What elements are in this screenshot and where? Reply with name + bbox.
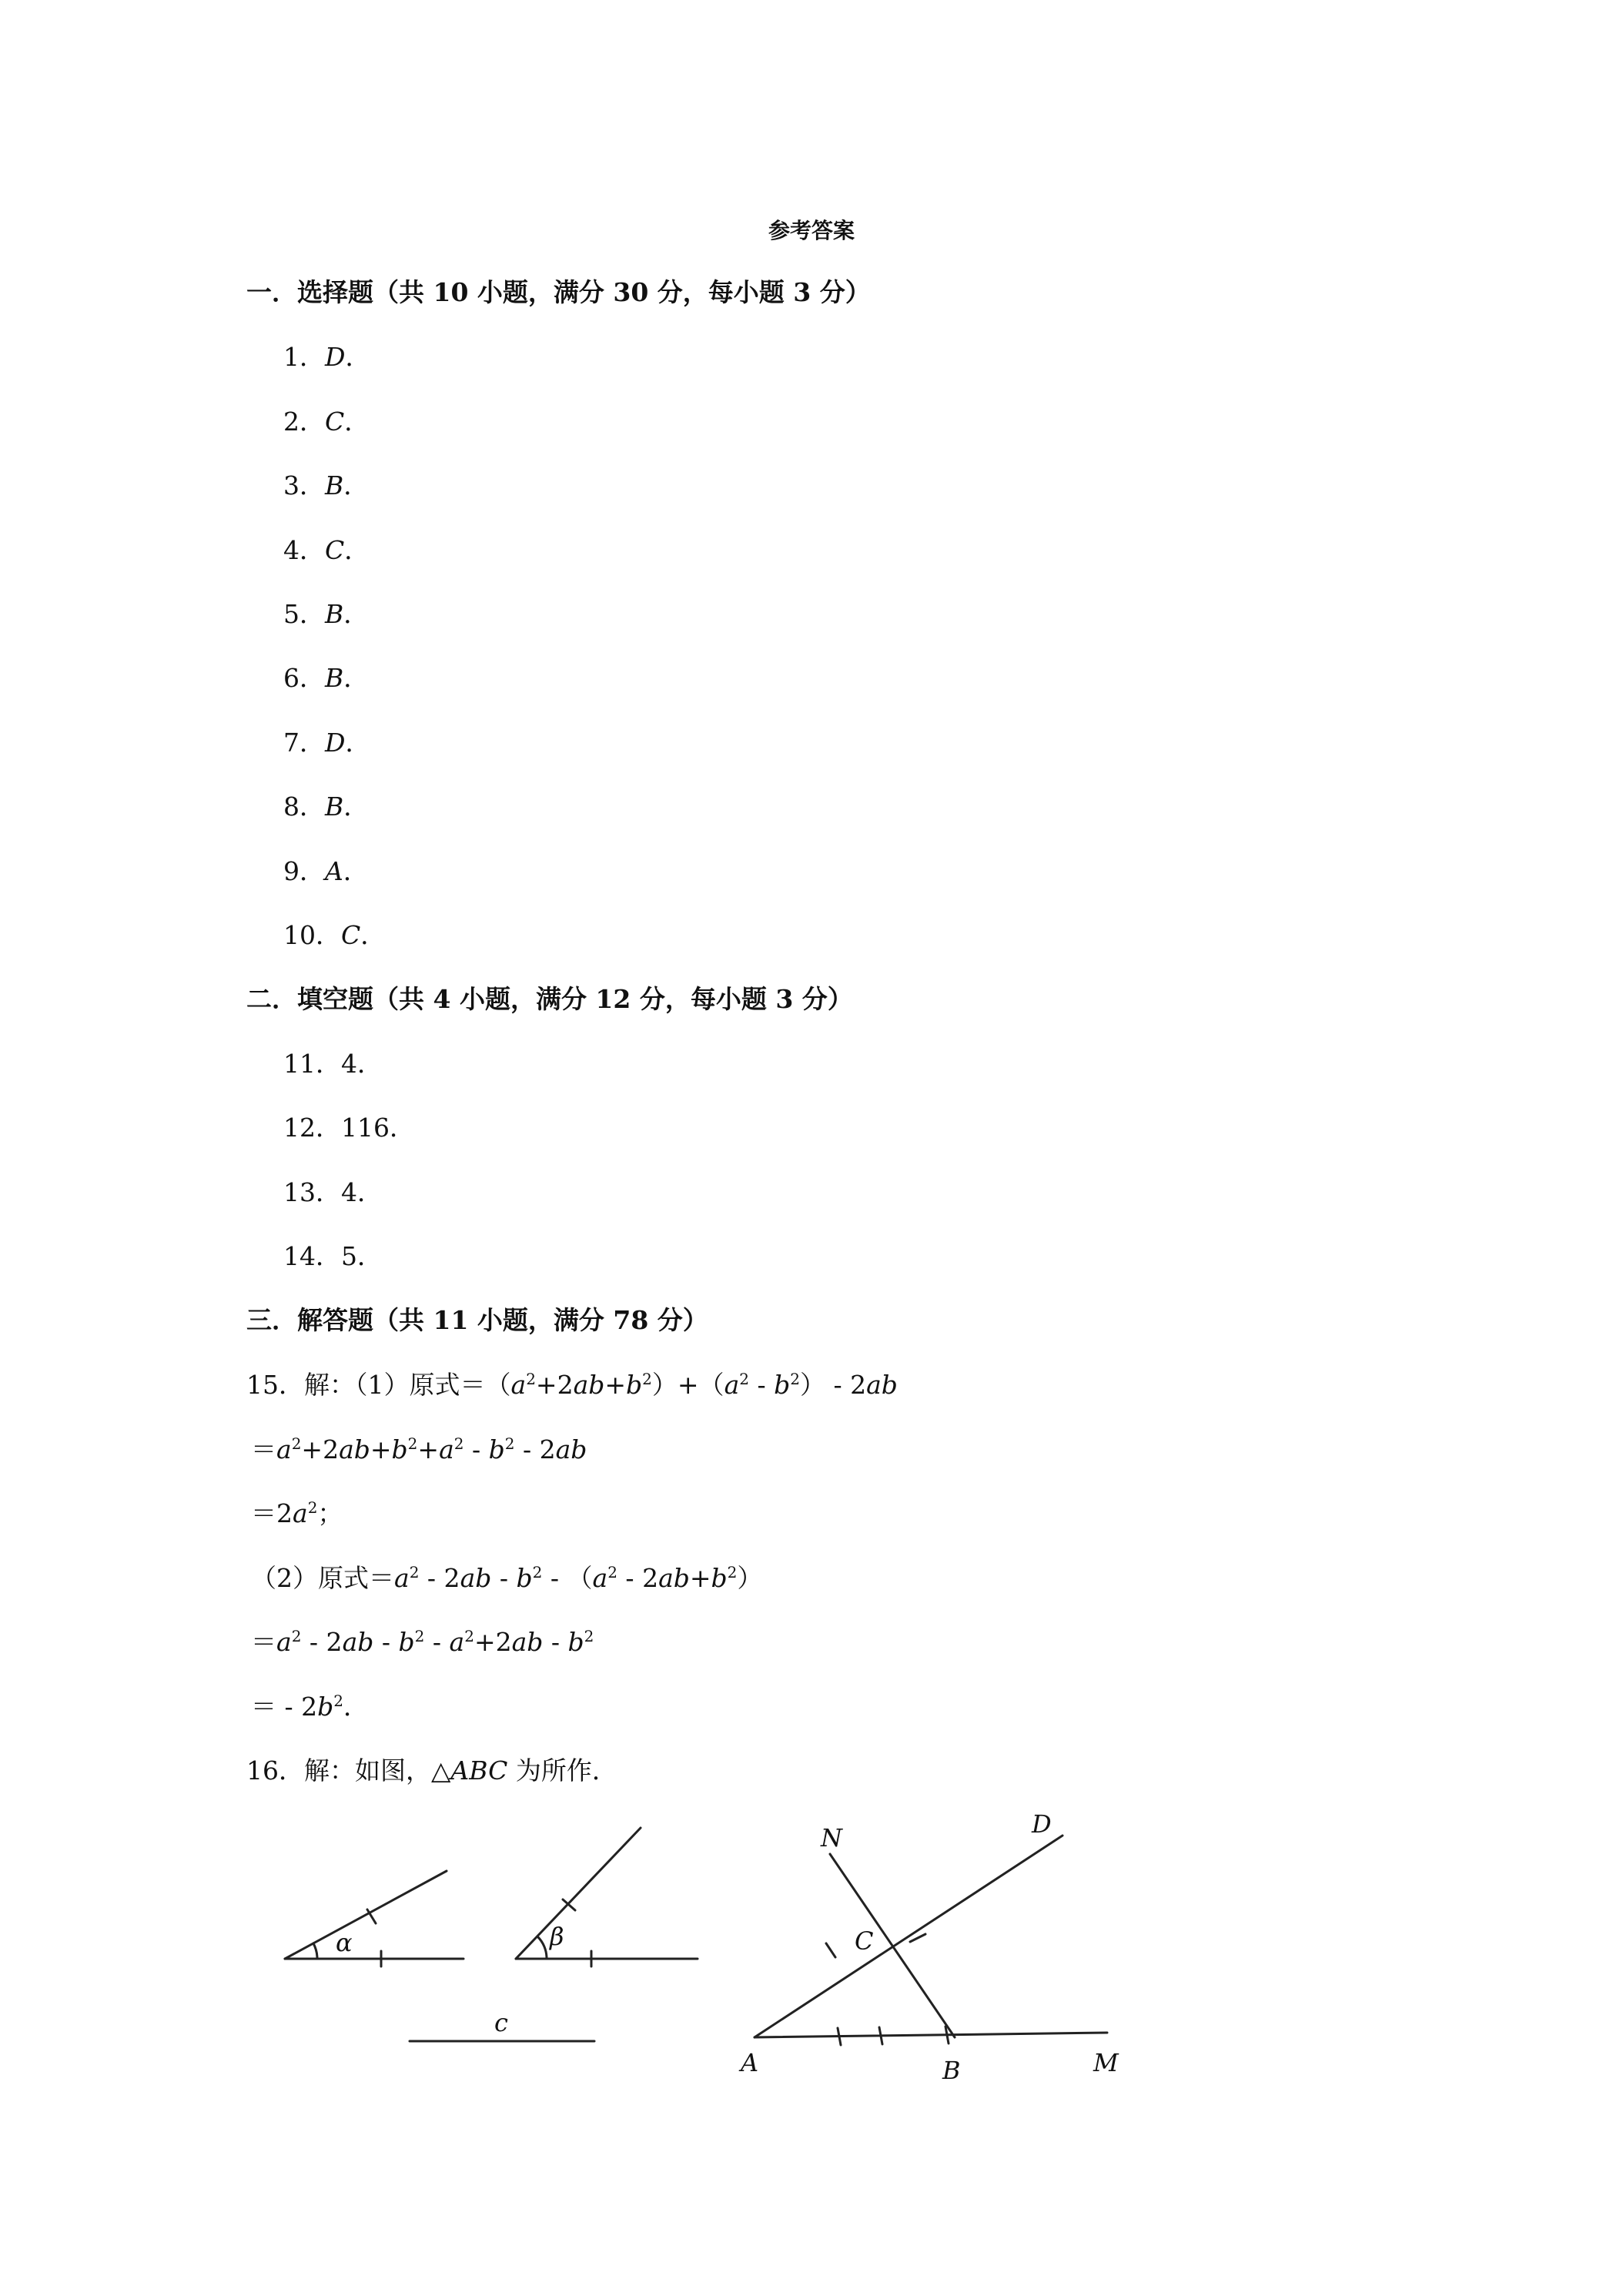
answer-number: 10．: [283, 920, 341, 950]
construction-diagram: [262, 1808, 1155, 2093]
answer-number: 13．: [283, 1177, 341, 1207]
answer-end: ．: [344, 407, 370, 437]
answer-number: 12．: [283, 1113, 341, 1143]
label-n: N: [821, 1823, 842, 1853]
label-b: B: [942, 2056, 961, 2085]
label-d: D: [1032, 1809, 1052, 1839]
answer-end: ．: [343, 663, 370, 693]
answer-value: C: [325, 407, 345, 437]
answer-value: B: [325, 599, 344, 629]
answer-13: [283, 1176, 383, 1210]
label-beta: β: [550, 1922, 564, 1951]
ray-ad: [755, 1836, 1062, 2037]
answer-2: [283, 405, 370, 439]
label-alpha: α: [336, 1928, 353, 1957]
section-3-heading: 三．解答题（共 11 小题，满分 78 分）: [246, 1305, 708, 1335]
answer-value: B: [325, 792, 344, 822]
label-a: A: [741, 2048, 759, 2077]
answer-1: [283, 340, 370, 374]
answer-end: ．: [360, 920, 387, 950]
label-c: c: [494, 2008, 508, 2037]
q15-line-2: $=a^2+2ab+b^2+a^2 - b^2 - 2ab$: [251, 1434, 587, 1464]
line-nb: [830, 1854, 955, 2037]
answer-number: 7．: [283, 728, 325, 758]
answer-end: ．: [344, 535, 370, 565]
answer-value: 4．: [341, 1049, 383, 1079]
answer-value: C: [341, 920, 361, 950]
q15-line-6: ＝ - $2b^2$．: [251, 1692, 369, 1722]
answer-value: D: [325, 728, 346, 758]
label-m: M: [1093, 2048, 1119, 2077]
answer-number: 11．: [283, 1049, 341, 1079]
answer-4: [283, 534, 370, 567]
section-2-heading: 二．填空题（共 4 小题，满分 12 分，每小题 3 分）: [246, 984, 853, 1014]
answer-value: 5．: [341, 1241, 383, 1271]
tick-ab-2: [879, 2027, 882, 2044]
answer-value: B: [325, 470, 344, 500]
answer-11: [283, 1047, 383, 1081]
answer-8: [283, 790, 369, 824]
answer-value: D: [325, 342, 346, 372]
alpha-slant-ray: [285, 1871, 447, 1959]
answer-value: B: [325, 663, 344, 693]
beta-arc: [537, 1936, 547, 1959]
answer-5: [283, 597, 369, 631]
q15-line-5: $=a^2 - 2ab - b^2 - a^2+2ab - b^2$: [251, 1627, 594, 1657]
answer-value: A: [325, 856, 343, 886]
answer-number: 2．: [283, 407, 325, 437]
beta-slant-ray: [516, 1828, 641, 1959]
answer-end: ．: [345, 342, 371, 372]
answer-6: [283, 661, 369, 695]
page-title: 参考答案: [768, 218, 855, 243]
label-c-point: C: [855, 1926, 874, 1956]
answer-3: [283, 469, 369, 503]
answer-end: ．: [343, 792, 370, 822]
answer-14: [283, 1240, 383, 1274]
answer-number: 14．: [283, 1241, 341, 1271]
ray-am: [755, 2033, 1107, 2037]
q15-line-1: 15．解：（1）原式$=(a^2+2ab+b^2)+(a^2 - b^2) - 2ab$: [246, 1370, 898, 1400]
answer-10: [283, 919, 386, 952]
section-1-heading: 一．选择题（共 10 小题，满分 30 分，每小题 3 分）: [246, 277, 871, 307]
answer-12: [283, 1111, 415, 1145]
answer-number: 9．: [283, 856, 325, 886]
answer-value: 4．: [341, 1177, 383, 1207]
answer-value: 116．: [341, 1113, 415, 1143]
q15-line-4: （2）原式$=a^2 - 2ab - b^2 - (a^2 - 2ab+b^2)$: [251, 1563, 763, 1593]
tick-ab-1: [838, 2028, 841, 2045]
answer-number: 6．: [283, 663, 325, 693]
answer-7: [283, 726, 370, 760]
answer-number: 4．: [283, 535, 325, 565]
tick-ac: [826, 1943, 835, 1957]
answer-value: C: [325, 535, 345, 565]
answer-end: ．: [343, 856, 369, 886]
answer-end: ．: [343, 470, 370, 500]
answer-end: ．: [345, 728, 371, 758]
construction-figure: [262, 1808, 1155, 2093]
answer-end: ．: [343, 599, 370, 629]
alpha-arc: [313, 1943, 317, 1959]
answer-9: [283, 855, 369, 889]
q16-line-1: 16．解：如图，△ABC 为所作．: [246, 1755, 617, 1786]
answer-number: 3．: [283, 470, 325, 500]
q15-line-3: $=2a^2$；: [251, 1498, 343, 1528]
answer-number: 8．: [283, 792, 325, 822]
answer-number: 5．: [283, 599, 325, 629]
answer-number: 1．: [283, 342, 325, 372]
